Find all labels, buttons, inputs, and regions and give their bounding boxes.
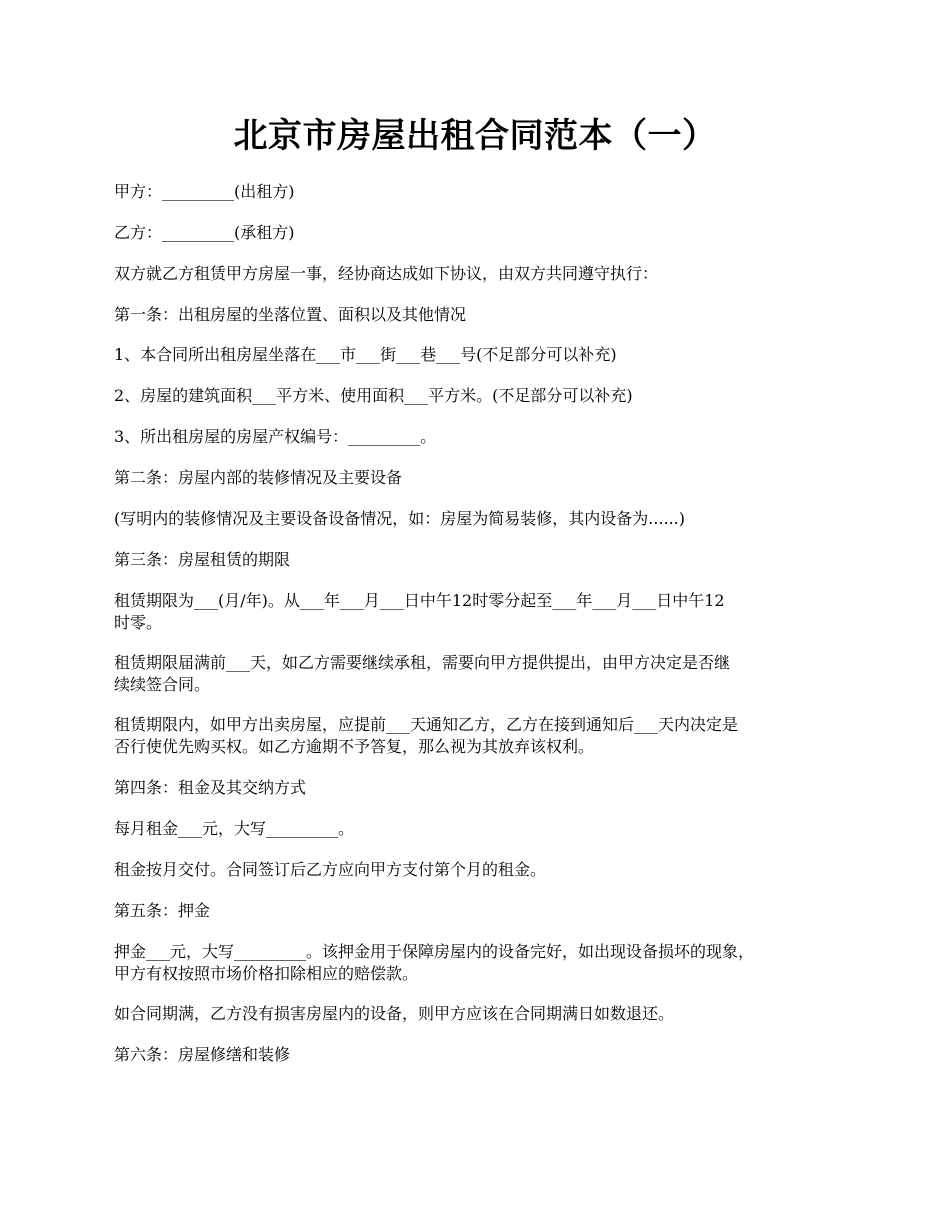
article-1-item-1: 1、本合同所出租房屋坐落在___市___街___巷___号(不足部分可以补充)	[114, 345, 617, 364]
article-2-heading: 第二条：房屋内部的装修情况及主要设备	[114, 468, 403, 487]
article-5-refund: 如合同期满，乙方没有损害房屋内的设备，则甲方应该在合同期满日如数退还。	[114, 1004, 675, 1023]
article-2-body: (写明内的装修情况及主要设备设备情况，如：房屋为简易装修，其内设备为......)	[114, 509, 686, 528]
article-3-renewal: 租赁期限届满前___天，如乙方需要继续承租，需要向甲方提供提出，由甲方决定是否继 续续签合同。	[114, 653, 731, 694]
article-6-heading: 第六条：房屋修缮和装修	[114, 1045, 291, 1064]
party-a-line: 甲方：_________(出租方)	[114, 182, 295, 201]
article-1-heading: 第一条：出租房屋的坐落位置、面积以及其他情况	[114, 305, 467, 324]
article-4-rent: 每月租金___元，大写_________。	[114, 819, 355, 838]
article-1-item-2: 2、房屋的建筑面积___平方米、使用面积___平方米。(不足部分可以补充)	[114, 386, 633, 405]
article-3-sale: 租赁期限内，如甲方出卖房屋，应提前___天通知乙方，乙方在接到通知后___天内决定是 否行使优先购买权。如乙方逾期不予答复，那么视为其放弃该权利。	[114, 715, 739, 756]
article-5-heading: 第五条：押金	[114, 901, 211, 920]
article-3-heading: 第三条：房屋租赁的期限	[114, 550, 291, 569]
article-4-payment: 租金按月交付。合同签订后乙方应向甲方支付第个月的租金。	[114, 860, 547, 879]
article-1-item-3: 3、所出租房屋的房屋产权编号：_________。	[114, 427, 437, 446]
document-title: 北京市房屋出租合同范本（一）	[233, 116, 717, 156]
party-b-line: 乙方：_________(承租方)	[114, 223, 295, 242]
article-5-deposit: 押金___元，大写_________。该押金用于保障房屋内的设备完好，如出现设备损坏的现象， 甲方有权按照市场价格扣除相应的赔偿款。	[114, 942, 755, 983]
article-4-heading: 第四条：租金及其交纳方式	[114, 778, 307, 797]
agreement-intro: 双方就乙方租赁甲方房屋一事，经协商达成如下协议，由双方共同遵守执行：	[114, 264, 659, 283]
article-3-term: 租赁期限为___(月/年)。从___年___月___日中午12时零分起至___年___月___日中午12 时零。	[114, 591, 725, 632]
